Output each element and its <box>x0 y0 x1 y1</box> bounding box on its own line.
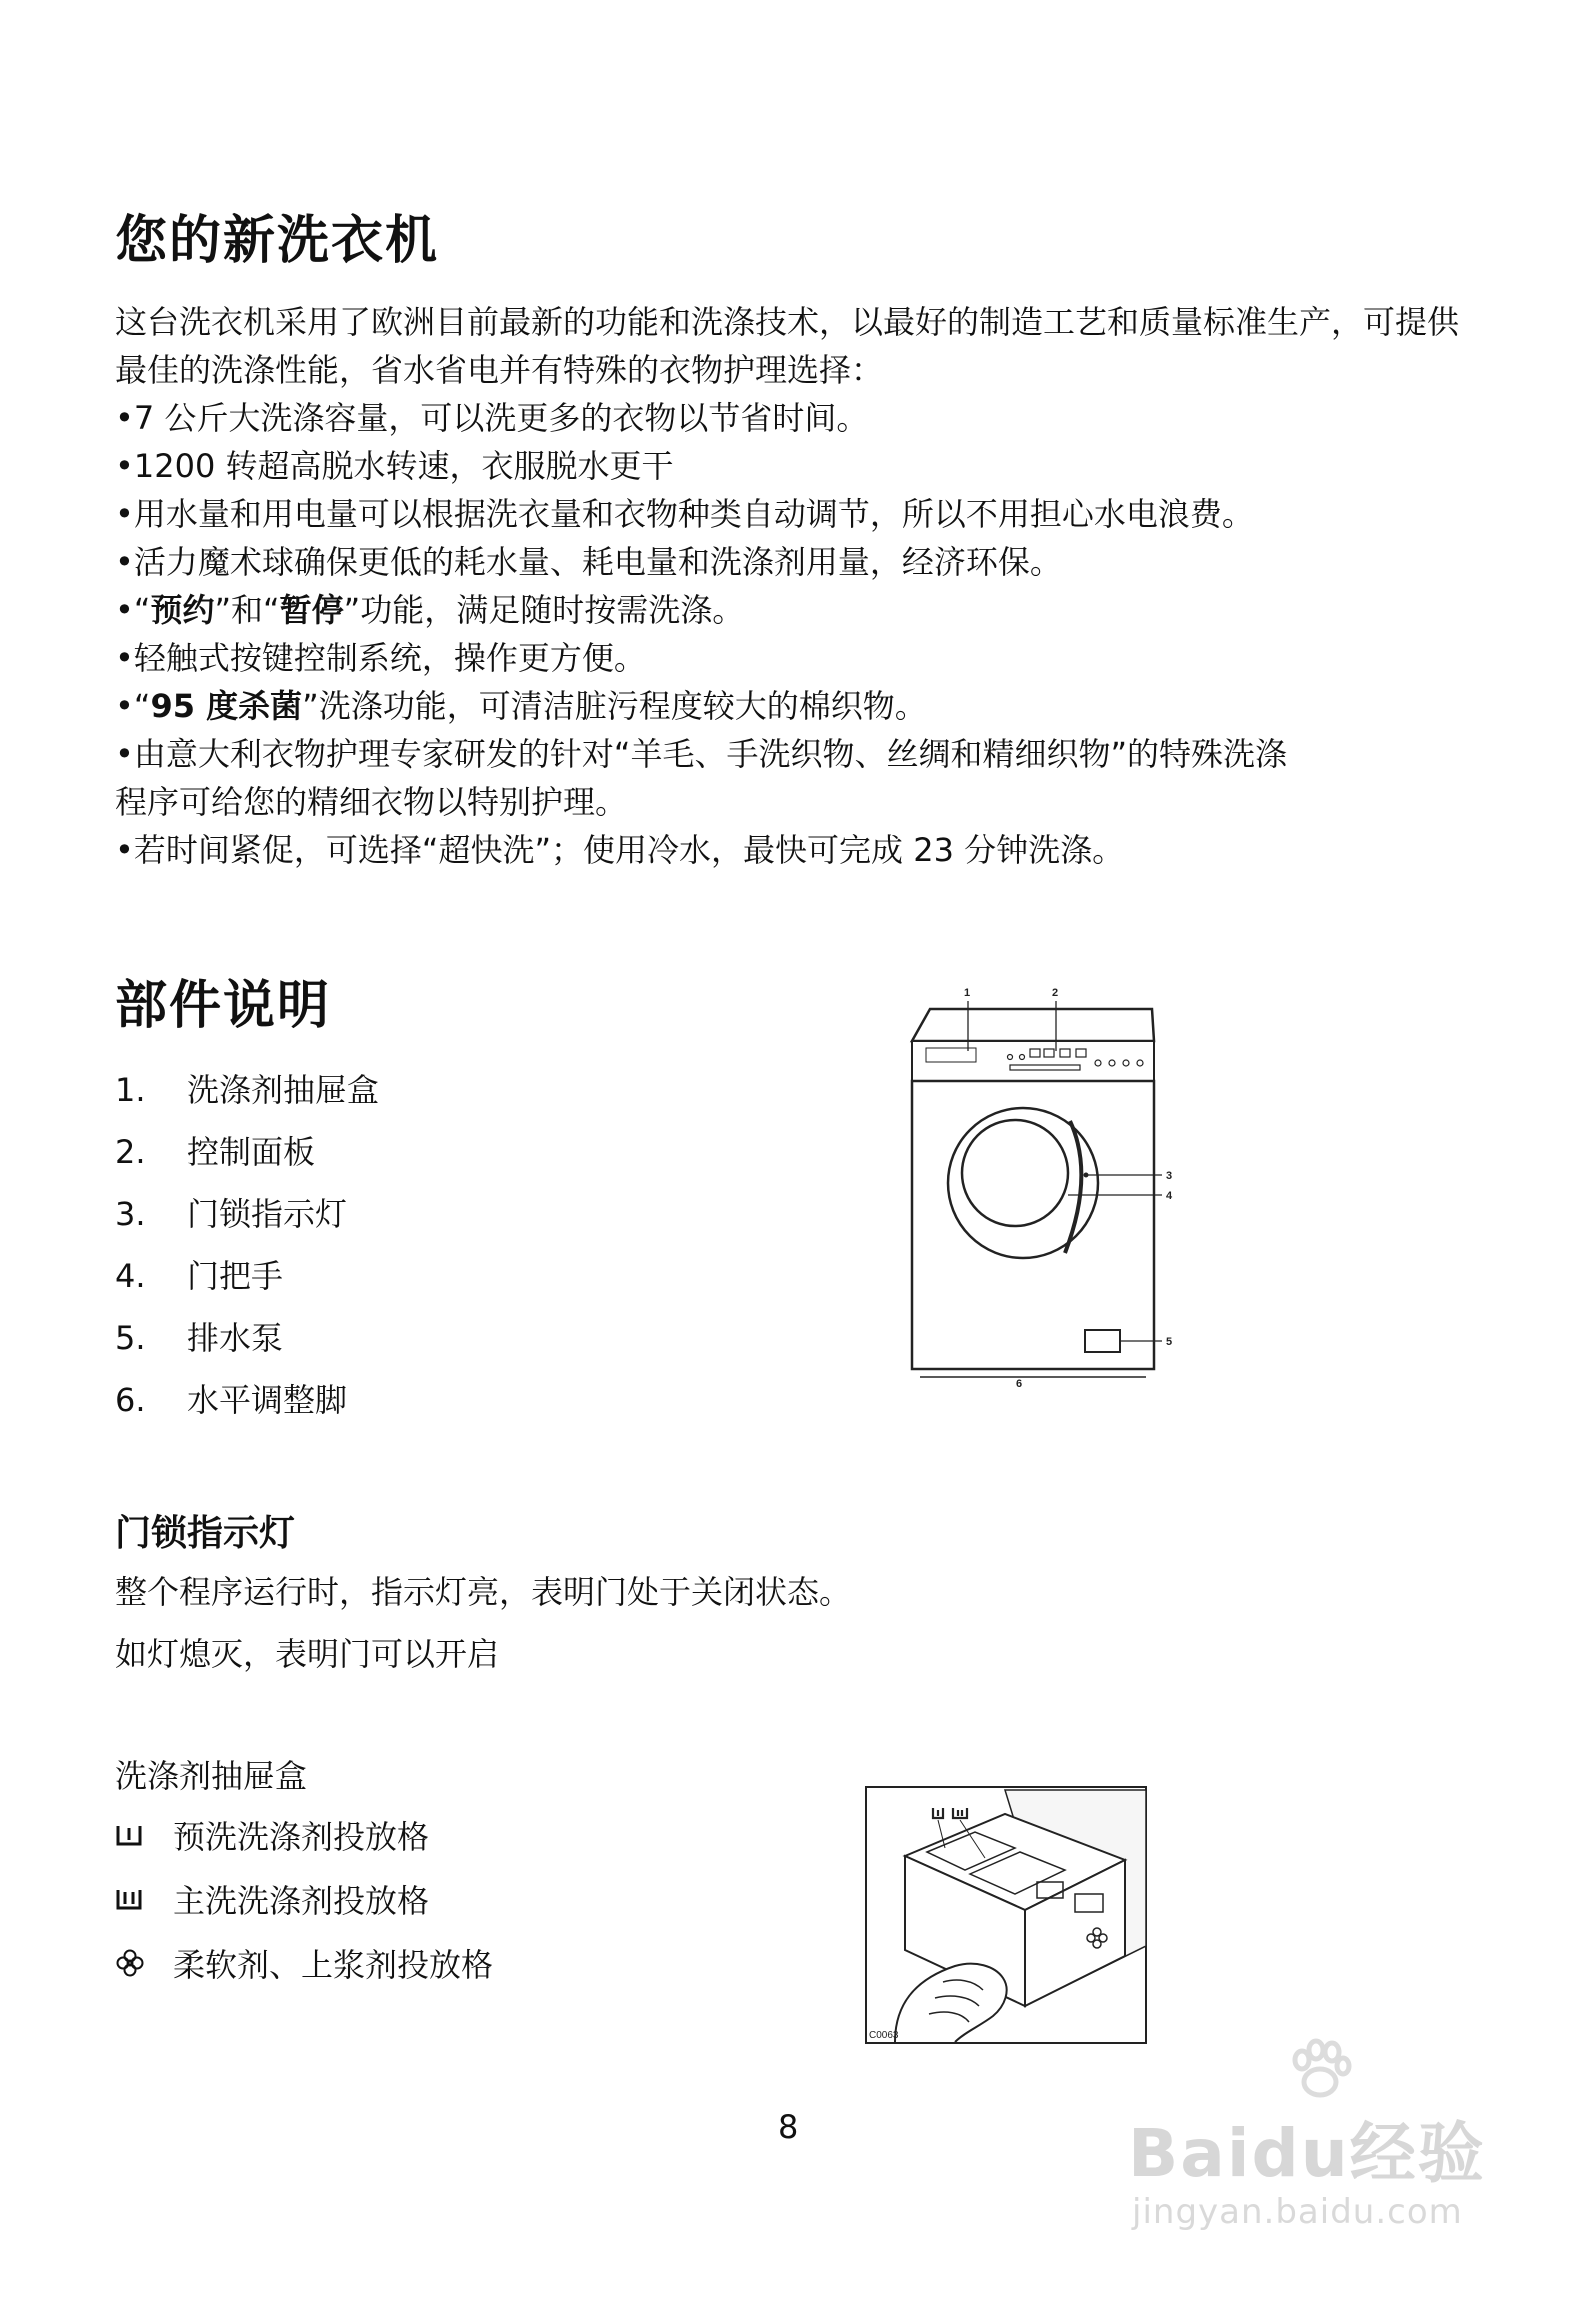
diagram-label-6: 6 <box>1016 1378 1023 1390</box>
figure-code: C0063 <box>869 2030 899 2041</box>
feature-item: •7 公斤大洗涤容量，可以洗更多的衣物以节省时间。 <box>115 399 869 437</box>
feature-item: •“95 度杀菌”洗涤功能，可清洁脏污程度较大的棉织物。 <box>115 687 927 725</box>
feature-list <box>115 394 1515 874</box>
washing-machine-diagram <box>890 985 1190 1405</box>
feature-item: •用水量和用电量可以根据洗衣量和衣物种类自动调节，所以不用担心水电浪费。 <box>115 495 1254 533</box>
door-lock-title: 门锁指示灯 <box>115 1513 296 1554</box>
watermark-url: jingyan.baidu.com <box>1132 2192 1463 2232</box>
diagram-label-2: 2 <box>1052 987 1059 999</box>
watermark-brand: Baidu经验 <box>1128 2115 1486 2192</box>
door-lock-text-1: 整个程序运行时，指示灯亮，表明门处于关闭状态。 <box>115 1573 852 1611</box>
door-lock-text-2: 如灯熄灭，表明门可以开启 <box>115 1635 500 1673</box>
feature-item: •轻触式按键控制系统，操作更方便。 <box>115 639 646 677</box>
part-item: 6. 水平调整脚 <box>115 1381 348 1419</box>
feature-item: •活力魔术球确保更低的耗水量、耗电量和洗涤剂用量，经济环保。 <box>115 543 1062 581</box>
feature-item: •由意大利衣物护理专家研发的针对“羊毛、手洗织物、丝绸和精细织物”的特殊洗涤 <box>115 735 1288 773</box>
dispenser-item: 主洗洗涤剂投放格 <box>115 1869 493 1933</box>
part-item: 5. 排水泵 <box>115 1319 284 1357</box>
page-number: 8 <box>778 2108 799 2146</box>
diagram-label-5: 5 <box>1166 1336 1173 1348</box>
dispenser-item: 预洗洗涤剂投放格 <box>115 1805 493 1869</box>
feature-item-continuation: 程序可给您的精细衣物以特别护理。 <box>115 783 628 821</box>
parts-title: 部件说明 <box>115 976 332 1036</box>
feature-item: •1200 转超高脱水转速，衣服脱水更干 <box>115 447 674 485</box>
part-item: 1. 洗涤剂抽屉盒 <box>115 1071 380 1109</box>
door-lock-light <box>1084 1173 1088 1177</box>
dispenser-drawer-figure <box>865 1786 1147 2044</box>
softener-flower-icon <box>115 1935 173 1999</box>
intro-title: 您的新洗衣机 <box>115 211 440 271</box>
feature-item: •“预约”和“暂停”功能，满足随时按需洗涤。 <box>115 591 745 629</box>
control-panel <box>912 1041 1154 1081</box>
part-item: 3. 门锁指示灯 <box>115 1195 348 1233</box>
diagram-label-1: 1 <box>964 987 971 999</box>
part-item: 2. 控制面板 <box>115 1133 316 1171</box>
diagram-label-3: 3 <box>1166 1170 1173 1182</box>
cabinet-top <box>912 1009 1154 1041</box>
dispenser-item: 柔软剂、上浆剂投放格 <box>115 1933 493 1997</box>
dispenser-list <box>115 1805 493 1997</box>
mainwash-compartment-icon <box>115 1871 173 1935</box>
dispenser-title: 洗涤剂抽屉盒 <box>115 1757 308 1795</box>
diagram-label-4: 4 <box>1166 1190 1173 1202</box>
prewash-compartment-icon <box>115 1807 173 1871</box>
part-item: 4. 门把手 <box>115 1257 284 1295</box>
parts-list <box>115 1059 379 1431</box>
feature-item: •若时间紧促，可选择“超快洗”；使用冷水，最快可完成 23 分钟洗涤。 <box>115 831 1125 869</box>
baidu-paw-watermark-icon <box>1250 2030 1550 2110</box>
intro-paragraph: 这台洗衣机采用了欧洲目前最新的功能和洗涤技术，以最好的制造工艺和质量标准生产，可提供最佳的洗涤性能，省水省电并有特殊的衣物护理选择： <box>115 303 1460 389</box>
